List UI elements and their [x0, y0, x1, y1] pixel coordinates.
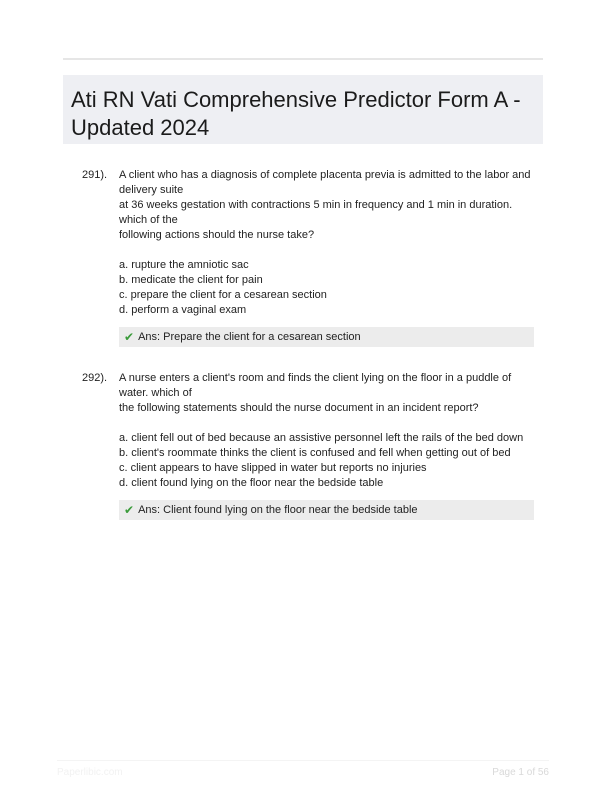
question-text-line: A client who has a diagnosis of complete placenta previa is admitted to the labor and delivery suite: [119, 169, 531, 196]
option-a: a. rupture the amniotic sac: [119, 259, 249, 271]
page-title: [71, 86, 535, 142]
top-divider: [63, 58, 543, 60]
option-c: c. client appears to have slipped in water but reports no injuries: [119, 462, 427, 474]
option-a: a. client fell out of bed because an assistive personnel left the rails of the bed down: [119, 432, 524, 444]
option-b: b. client's roommate thinks the client is confused and fell when getting out of bed: [119, 447, 511, 459]
question-text-line: the following statements should the nurse document in an incident report?: [119, 402, 479, 414]
footer-page-number: Page 1 of 56: [492, 767, 549, 778]
question-number: 292).: [82, 372, 108, 384]
title-line-1: Ati RN Vati Comprehensive Predictor Form A -: [71, 87, 521, 112]
answer-box: [119, 500, 534, 520]
question-body: [119, 168, 537, 347]
question-text-line: following actions should the nurse take?: [119, 229, 315, 241]
question-number: 291).: [82, 169, 108, 181]
options-list: [119, 431, 537, 491]
answer-text: Ans: Client found lying on the floor near the bedside table: [138, 503, 418, 516]
options-list: [119, 258, 537, 318]
option-b: b. medicate the client for pain: [119, 274, 263, 286]
option-d: d. client found lying on the floor near the bedside table: [119, 477, 384, 489]
check-icon: ✔: [124, 329, 135, 344]
question-text-line: A nurse enters a client's room and finds the client lying on the floor in a puddle of water. which of: [119, 372, 512, 399]
option-c: c. prepare the client for a cesarean section: [119, 289, 327, 301]
question-text-line: at 36 weeks gestation with contractions 5 min in frequency and 1 min in duration. which of the: [119, 199, 513, 226]
answer-box: [119, 327, 534, 347]
title-banner: [63, 75, 543, 144]
title-line-2: Updated 2024: [71, 115, 210, 140]
answer-text: Ans: Prepare the client for a cesarean section: [138, 330, 361, 343]
check-icon: ✔: [124, 502, 135, 517]
question-body: [119, 371, 537, 520]
footer-divider: [57, 760, 549, 761]
footer-site: Paperlibic.com: [57, 767, 123, 778]
option-d: d. perform a vaginal exam: [119, 304, 247, 316]
